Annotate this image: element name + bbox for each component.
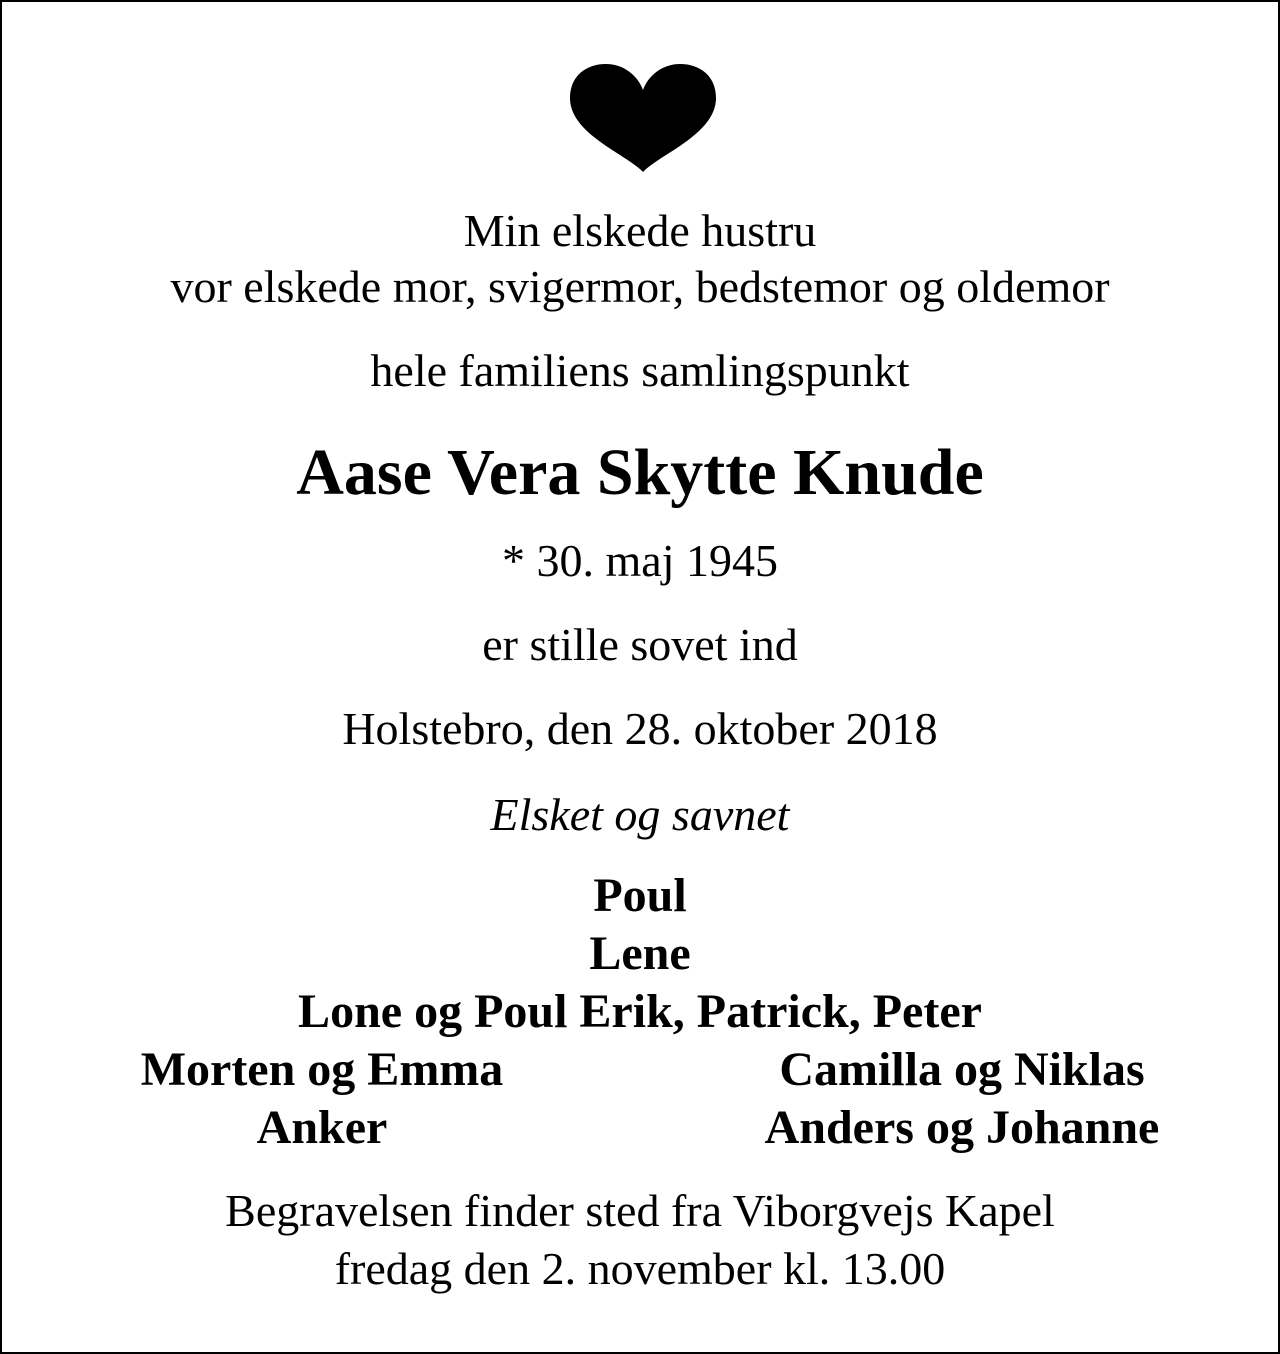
deceased-name: Aase Vera Skytte Knude xyxy=(296,436,984,509)
mourner-line: Lene xyxy=(589,927,691,980)
mourner-right: Anders og Johanne xyxy=(764,1101,1160,1154)
intro-line-samlingspunkt: hele familiens samlingspunkt xyxy=(370,345,910,396)
tribute-text: Elsket og savnet xyxy=(490,789,790,840)
mourner-line: Poul xyxy=(593,869,687,922)
heart-icon xyxy=(570,64,716,172)
mourner-line: Lone og Poul Erik, Patrick, Peter xyxy=(298,985,982,1038)
funeral-time: fredag den 2. november kl. 13.00 xyxy=(334,1243,946,1294)
mourner-left: Morten og Emma xyxy=(140,1043,504,1096)
mourner-left: Anker xyxy=(256,1101,388,1154)
intro-line-family-roles: vor elskede mor, svigermor, bedstemor og oldemor xyxy=(170,261,1110,312)
funeral-location: Begravelsen finder sted fra Viborgvejs Kapel xyxy=(225,1185,1055,1236)
place-and-date: Holstebro, den 28. oktober 2018 xyxy=(342,703,938,754)
birth-date: * 30. maj 1945 xyxy=(502,535,778,586)
mourner-right: Camilla og Niklas xyxy=(779,1043,1145,1096)
intro-line-hustru: Min elskede hustru xyxy=(463,205,817,256)
passing-text: er stille sovet ind xyxy=(482,619,798,670)
